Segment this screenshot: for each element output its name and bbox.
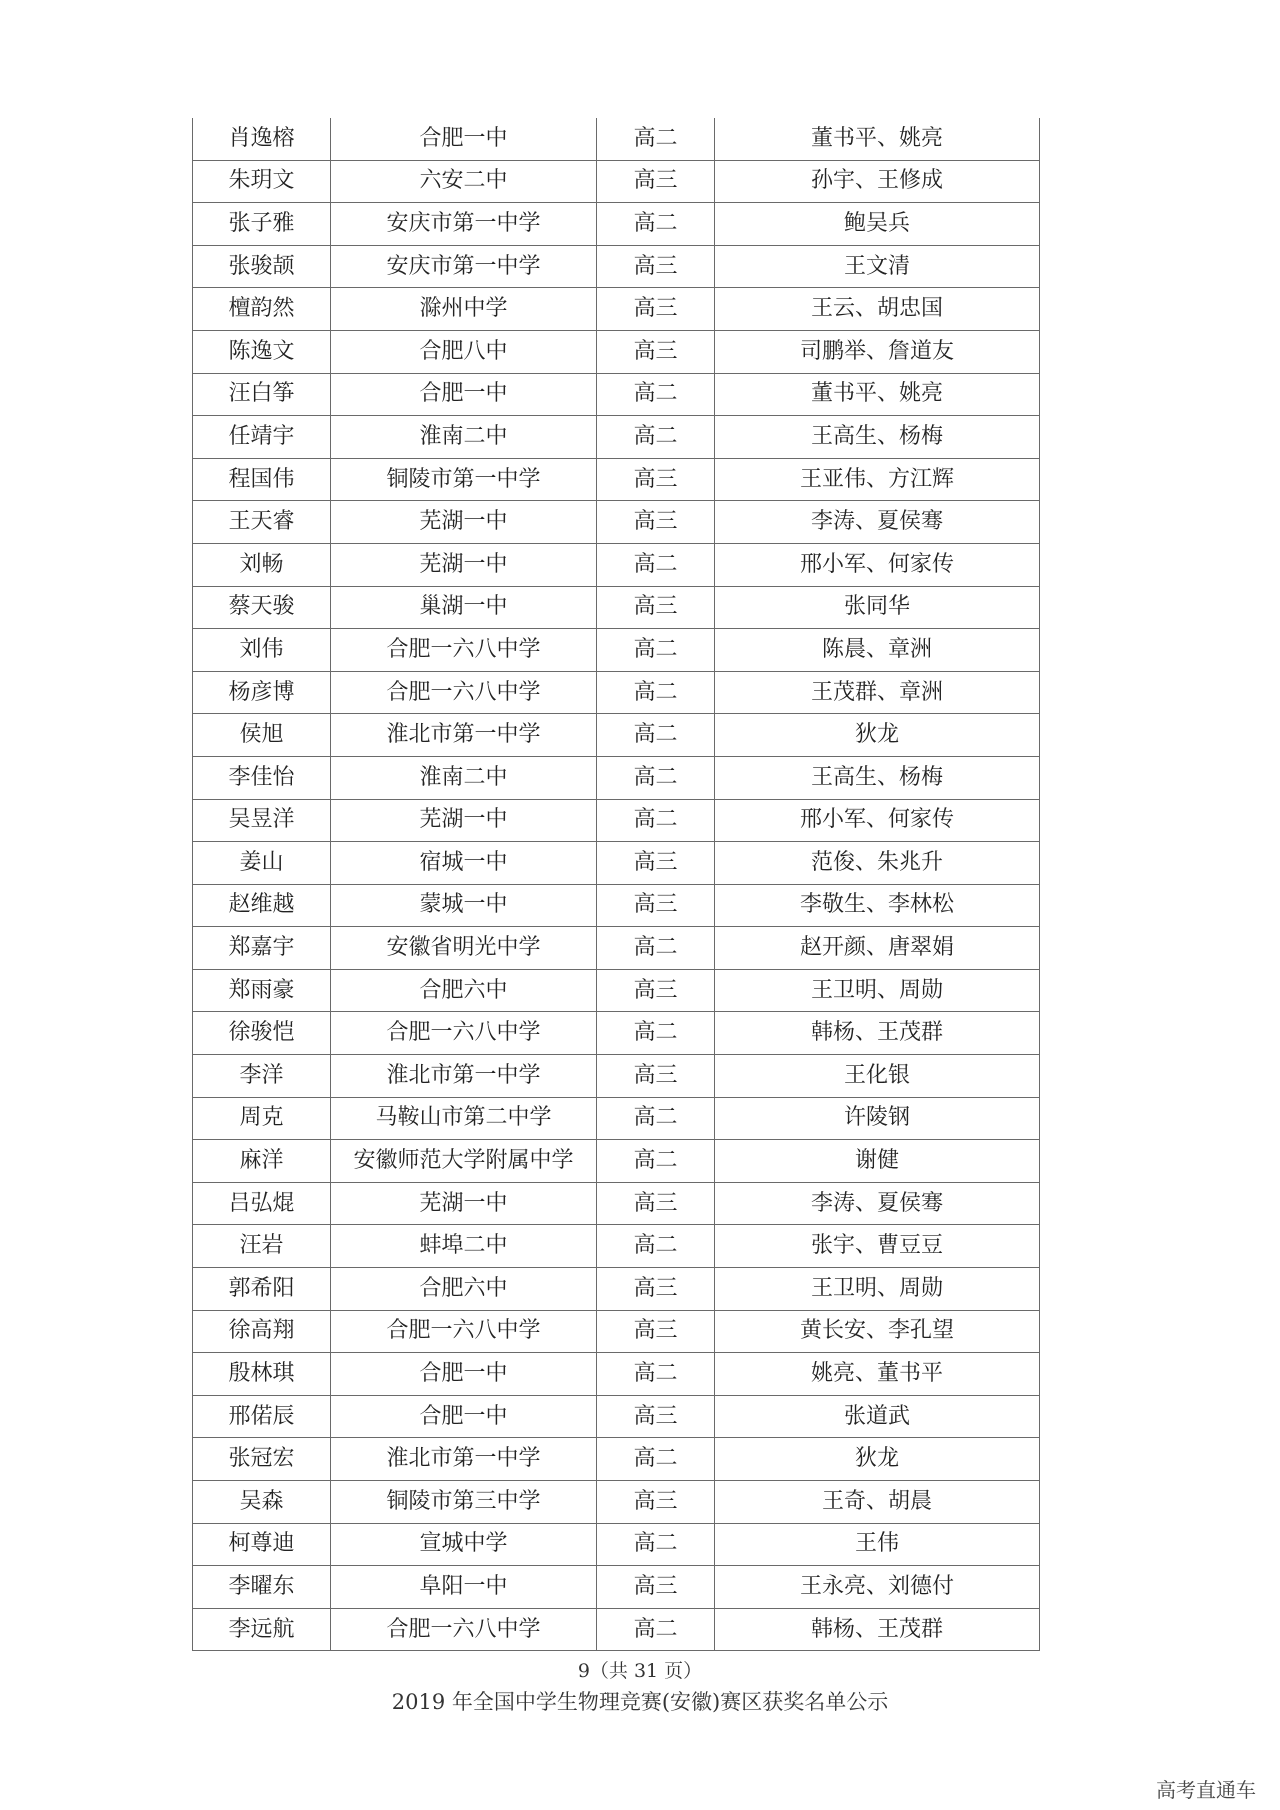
school-cell: 合肥一六八中学	[331, 1310, 597, 1353]
grade-cell: 高三	[597, 458, 715, 501]
school-cell: 芜湖一中	[331, 501, 597, 544]
student-name-cell: 麻洋	[193, 1140, 331, 1183]
student-name-cell: 李洋	[193, 1055, 331, 1098]
teacher-cell: 王茂群、章洲	[715, 671, 1040, 714]
teacher-cell: 王伟	[715, 1523, 1040, 1566]
student-name-cell: 姜山	[193, 842, 331, 885]
grade-cell: 高二	[597, 714, 715, 757]
school-cell: 合肥一中	[331, 1395, 597, 1438]
teacher-cell: 李涛、夏侯骞	[715, 501, 1040, 544]
school-cell: 芜湖一中	[331, 799, 597, 842]
grade-cell: 高三	[597, 1182, 715, 1225]
table-row	[193, 543, 1040, 586]
grade-cell: 高二	[597, 1438, 715, 1481]
grade-cell: 高三	[597, 160, 715, 203]
student-name-cell: 张冠宏	[193, 1438, 331, 1481]
teacher-cell: 董书平、姚亮	[715, 118, 1040, 160]
table-row	[193, 330, 1040, 373]
table-row	[193, 671, 1040, 714]
grade-cell: 高二	[597, 1097, 715, 1140]
table-row	[193, 245, 1040, 288]
student-name-cell: 檀韵然	[193, 288, 331, 331]
table-row	[193, 1182, 1040, 1225]
table-row	[193, 1012, 1040, 1055]
school-cell: 淮南二中	[331, 756, 597, 799]
school-cell: 合肥一六八中学	[331, 671, 597, 714]
teacher-cell: 赵开颜、唐翠娟	[715, 927, 1040, 970]
table-row	[193, 458, 1040, 501]
grade-cell: 高二	[597, 416, 715, 459]
table-row	[193, 1140, 1040, 1183]
grade-cell: 高二	[597, 1523, 715, 1566]
table-row	[193, 1481, 1040, 1524]
school-cell: 芜湖一中	[331, 543, 597, 586]
school-cell: 合肥六中	[331, 1268, 597, 1311]
document-title: 2019 年全国中学生物理竞赛(安徽)赛区获奖名单公示	[391, 1690, 889, 1714]
teacher-cell: 谢健	[715, 1140, 1040, 1183]
school-cell: 阜阳一中	[331, 1566, 597, 1609]
grade-cell: 高二	[597, 927, 715, 970]
watermark-text: 高考直通车	[1156, 1778, 1256, 1802]
table-row	[193, 501, 1040, 544]
grade-cell: 高三	[597, 884, 715, 927]
table-row	[193, 1523, 1040, 1566]
grade-cell: 高二	[597, 629, 715, 672]
table-row	[193, 288, 1040, 331]
table-row	[193, 629, 1040, 672]
teacher-cell: 姚亮、董书平	[715, 1353, 1040, 1396]
student-name-cell: 殷林琪	[193, 1353, 331, 1396]
school-cell: 蒙城一中	[331, 884, 597, 927]
student-name-cell: 李远航	[193, 1608, 331, 1651]
school-cell: 合肥八中	[331, 330, 597, 373]
table-row	[193, 714, 1040, 757]
student-name-cell: 周克	[193, 1097, 331, 1140]
student-name-cell: 郑雨豪	[193, 969, 331, 1012]
grade-cell: 高二	[597, 1012, 715, 1055]
student-name-cell: 李曜东	[193, 1566, 331, 1609]
teacher-cell: 王奇、胡晨	[715, 1481, 1040, 1524]
teacher-cell: 鲍吴兵	[715, 203, 1040, 246]
teacher-cell: 王永亮、刘德付	[715, 1566, 1040, 1609]
teacher-cell: 王卫明、周勋	[715, 969, 1040, 1012]
table-row	[193, 416, 1040, 459]
school-cell: 滁州中学	[331, 288, 597, 331]
teacher-cell: 许陵钢	[715, 1097, 1040, 1140]
table-row	[193, 884, 1040, 927]
grade-cell: 高三	[597, 501, 715, 544]
school-cell: 安徽师范大学附属中学	[331, 1140, 597, 1183]
award-list-body	[193, 118, 1040, 1651]
student-name-cell: 张骏颉	[193, 245, 331, 288]
grade-cell: 高二	[597, 1608, 715, 1651]
student-name-cell: 刘畅	[193, 543, 331, 586]
student-name-cell: 刘伟	[193, 629, 331, 672]
teacher-cell: 李敬生、李林松	[715, 884, 1040, 927]
teacher-cell: 王化银	[715, 1055, 1040, 1098]
school-cell: 安徽省明光中学	[331, 927, 597, 970]
grade-cell: 高二	[597, 671, 715, 714]
school-cell: 合肥一六八中学	[331, 1012, 597, 1055]
grade-cell: 高二	[597, 1353, 715, 1396]
grade-cell: 高三	[597, 586, 715, 629]
table-row	[193, 1268, 1040, 1311]
student-name-cell: 吕弘焜	[193, 1182, 331, 1225]
school-cell: 合肥一中	[331, 1353, 597, 1396]
school-cell: 合肥一六八中学	[331, 629, 597, 672]
student-name-cell: 柯尊迪	[193, 1523, 331, 1566]
grade-cell: 高二	[597, 1225, 715, 1268]
table-row	[193, 1097, 1040, 1140]
grade-cell: 高三	[597, 969, 715, 1012]
page-number: 9（共 31 页）	[577, 1660, 703, 1682]
table-row	[193, 969, 1040, 1012]
table-row	[193, 118, 1040, 160]
teacher-cell: 王卫明、周勋	[715, 1268, 1040, 1311]
student-name-cell: 邢偌辰	[193, 1395, 331, 1438]
table-row	[193, 203, 1040, 246]
student-name-cell: 王天睿	[193, 501, 331, 544]
teacher-cell: 张宇、曹豆豆	[715, 1225, 1040, 1268]
student-name-cell: 陈逸文	[193, 330, 331, 373]
grade-cell: 高二	[597, 756, 715, 799]
student-name-cell: 杨彦博	[193, 671, 331, 714]
student-name-cell: 徐高翔	[193, 1310, 331, 1353]
teacher-cell: 张同华	[715, 586, 1040, 629]
student-name-cell: 赵维越	[193, 884, 331, 927]
school-cell: 合肥一中	[331, 118, 597, 160]
student-name-cell: 张子雅	[193, 203, 331, 246]
teacher-cell: 孙宇、王修成	[715, 160, 1040, 203]
table-row	[193, 1608, 1040, 1651]
school-cell: 蚌埠二中	[331, 1225, 597, 1268]
teacher-cell: 狄龙	[715, 1438, 1040, 1481]
teacher-cell: 黄长安、李孔望	[715, 1310, 1040, 1353]
teacher-cell: 范俊、朱兆升	[715, 842, 1040, 885]
table-row	[193, 756, 1040, 799]
student-name-cell: 朱玥文	[193, 160, 331, 203]
teacher-cell: 狄龙	[715, 714, 1040, 757]
table-row	[193, 160, 1040, 203]
school-cell: 合肥一六八中学	[331, 1608, 597, 1651]
teacher-cell: 司鹏举、詹道友	[715, 330, 1040, 373]
school-cell: 淮北市第一中学	[331, 1055, 597, 1098]
school-cell: 合肥一中	[331, 373, 597, 416]
school-cell: 宣城中学	[331, 1523, 597, 1566]
grade-cell: 高二	[597, 543, 715, 586]
grade-cell: 高二	[597, 373, 715, 416]
table-row	[193, 586, 1040, 629]
school-cell: 巢湖一中	[331, 586, 597, 629]
school-cell: 宿城一中	[331, 842, 597, 885]
student-name-cell: 程国伟	[193, 458, 331, 501]
school-cell: 合肥六中	[331, 969, 597, 1012]
teacher-cell: 董书平、姚亮	[715, 373, 1040, 416]
table-row	[193, 927, 1040, 970]
table-row	[193, 1566, 1040, 1609]
table-row	[193, 1310, 1040, 1353]
teacher-cell: 李涛、夏侯骞	[715, 1182, 1040, 1225]
student-name-cell: 徐骏恺	[193, 1012, 331, 1055]
student-name-cell: 吴昱洋	[193, 799, 331, 842]
award-list-table	[192, 118, 1040, 1651]
student-name-cell: 肖逸榕	[193, 118, 331, 160]
teacher-cell: 王文清	[715, 245, 1040, 288]
student-name-cell: 蔡天骏	[193, 586, 331, 629]
teacher-cell: 王高生、杨梅	[715, 416, 1040, 459]
teacher-cell: 王云、胡忠国	[715, 288, 1040, 331]
school-cell: 淮北市第一中学	[331, 1438, 597, 1481]
grade-cell: 高三	[597, 1395, 715, 1438]
school-cell: 芜湖一中	[331, 1182, 597, 1225]
teacher-cell: 张道武	[715, 1395, 1040, 1438]
grade-cell: 高二	[597, 1140, 715, 1183]
teacher-cell: 韩杨、王茂群	[715, 1608, 1040, 1651]
school-cell: 铜陵市第一中学	[331, 458, 597, 501]
student-name-cell: 汪白筝	[193, 373, 331, 416]
table-row	[193, 842, 1040, 885]
grade-cell: 高三	[597, 1055, 715, 1098]
student-name-cell: 郑嘉宇	[193, 927, 331, 970]
teacher-cell: 陈晨、章洲	[715, 629, 1040, 672]
student-name-cell: 郭希阳	[193, 1268, 331, 1311]
table-row	[193, 1438, 1040, 1481]
table-row	[193, 1353, 1040, 1396]
student-name-cell: 吴森	[193, 1481, 331, 1524]
grade-cell: 高三	[597, 1310, 715, 1353]
table-row	[193, 1055, 1040, 1098]
school-cell: 铜陵市第三中学	[331, 1481, 597, 1524]
school-cell: 淮南二中	[331, 416, 597, 459]
grade-cell: 高二	[597, 799, 715, 842]
student-name-cell: 汪岩	[193, 1225, 331, 1268]
teacher-cell: 韩杨、王茂群	[715, 1012, 1040, 1055]
student-name-cell: 侯旭	[193, 714, 331, 757]
teacher-cell: 王亚伟、方江辉	[715, 458, 1040, 501]
school-cell: 安庆市第一中学	[331, 203, 597, 246]
teacher-cell: 邢小军、何家传	[715, 543, 1040, 586]
table-row	[193, 1225, 1040, 1268]
grade-cell: 高二	[597, 203, 715, 246]
school-cell: 安庆市第一中学	[331, 245, 597, 288]
grade-cell: 高三	[597, 1566, 715, 1609]
table-row	[193, 799, 1040, 842]
school-cell: 马鞍山市第二中学	[331, 1097, 597, 1140]
school-cell: 淮北市第一中学	[331, 714, 597, 757]
table-row	[193, 373, 1040, 416]
school-cell: 六安二中	[331, 160, 597, 203]
teacher-cell: 邢小军、何家传	[715, 799, 1040, 842]
table-row	[193, 1395, 1040, 1438]
grade-cell: 高三	[597, 842, 715, 885]
grade-cell: 高三	[597, 1481, 715, 1524]
grade-cell: 高三	[597, 1268, 715, 1311]
grade-cell: 高二	[597, 118, 715, 160]
student-name-cell: 李佳怡	[193, 756, 331, 799]
grade-cell: 高三	[597, 330, 715, 373]
student-name-cell: 任靖宇	[193, 416, 331, 459]
teacher-cell: 王高生、杨梅	[715, 756, 1040, 799]
grade-cell: 高三	[597, 288, 715, 331]
grade-cell: 高三	[597, 245, 715, 288]
